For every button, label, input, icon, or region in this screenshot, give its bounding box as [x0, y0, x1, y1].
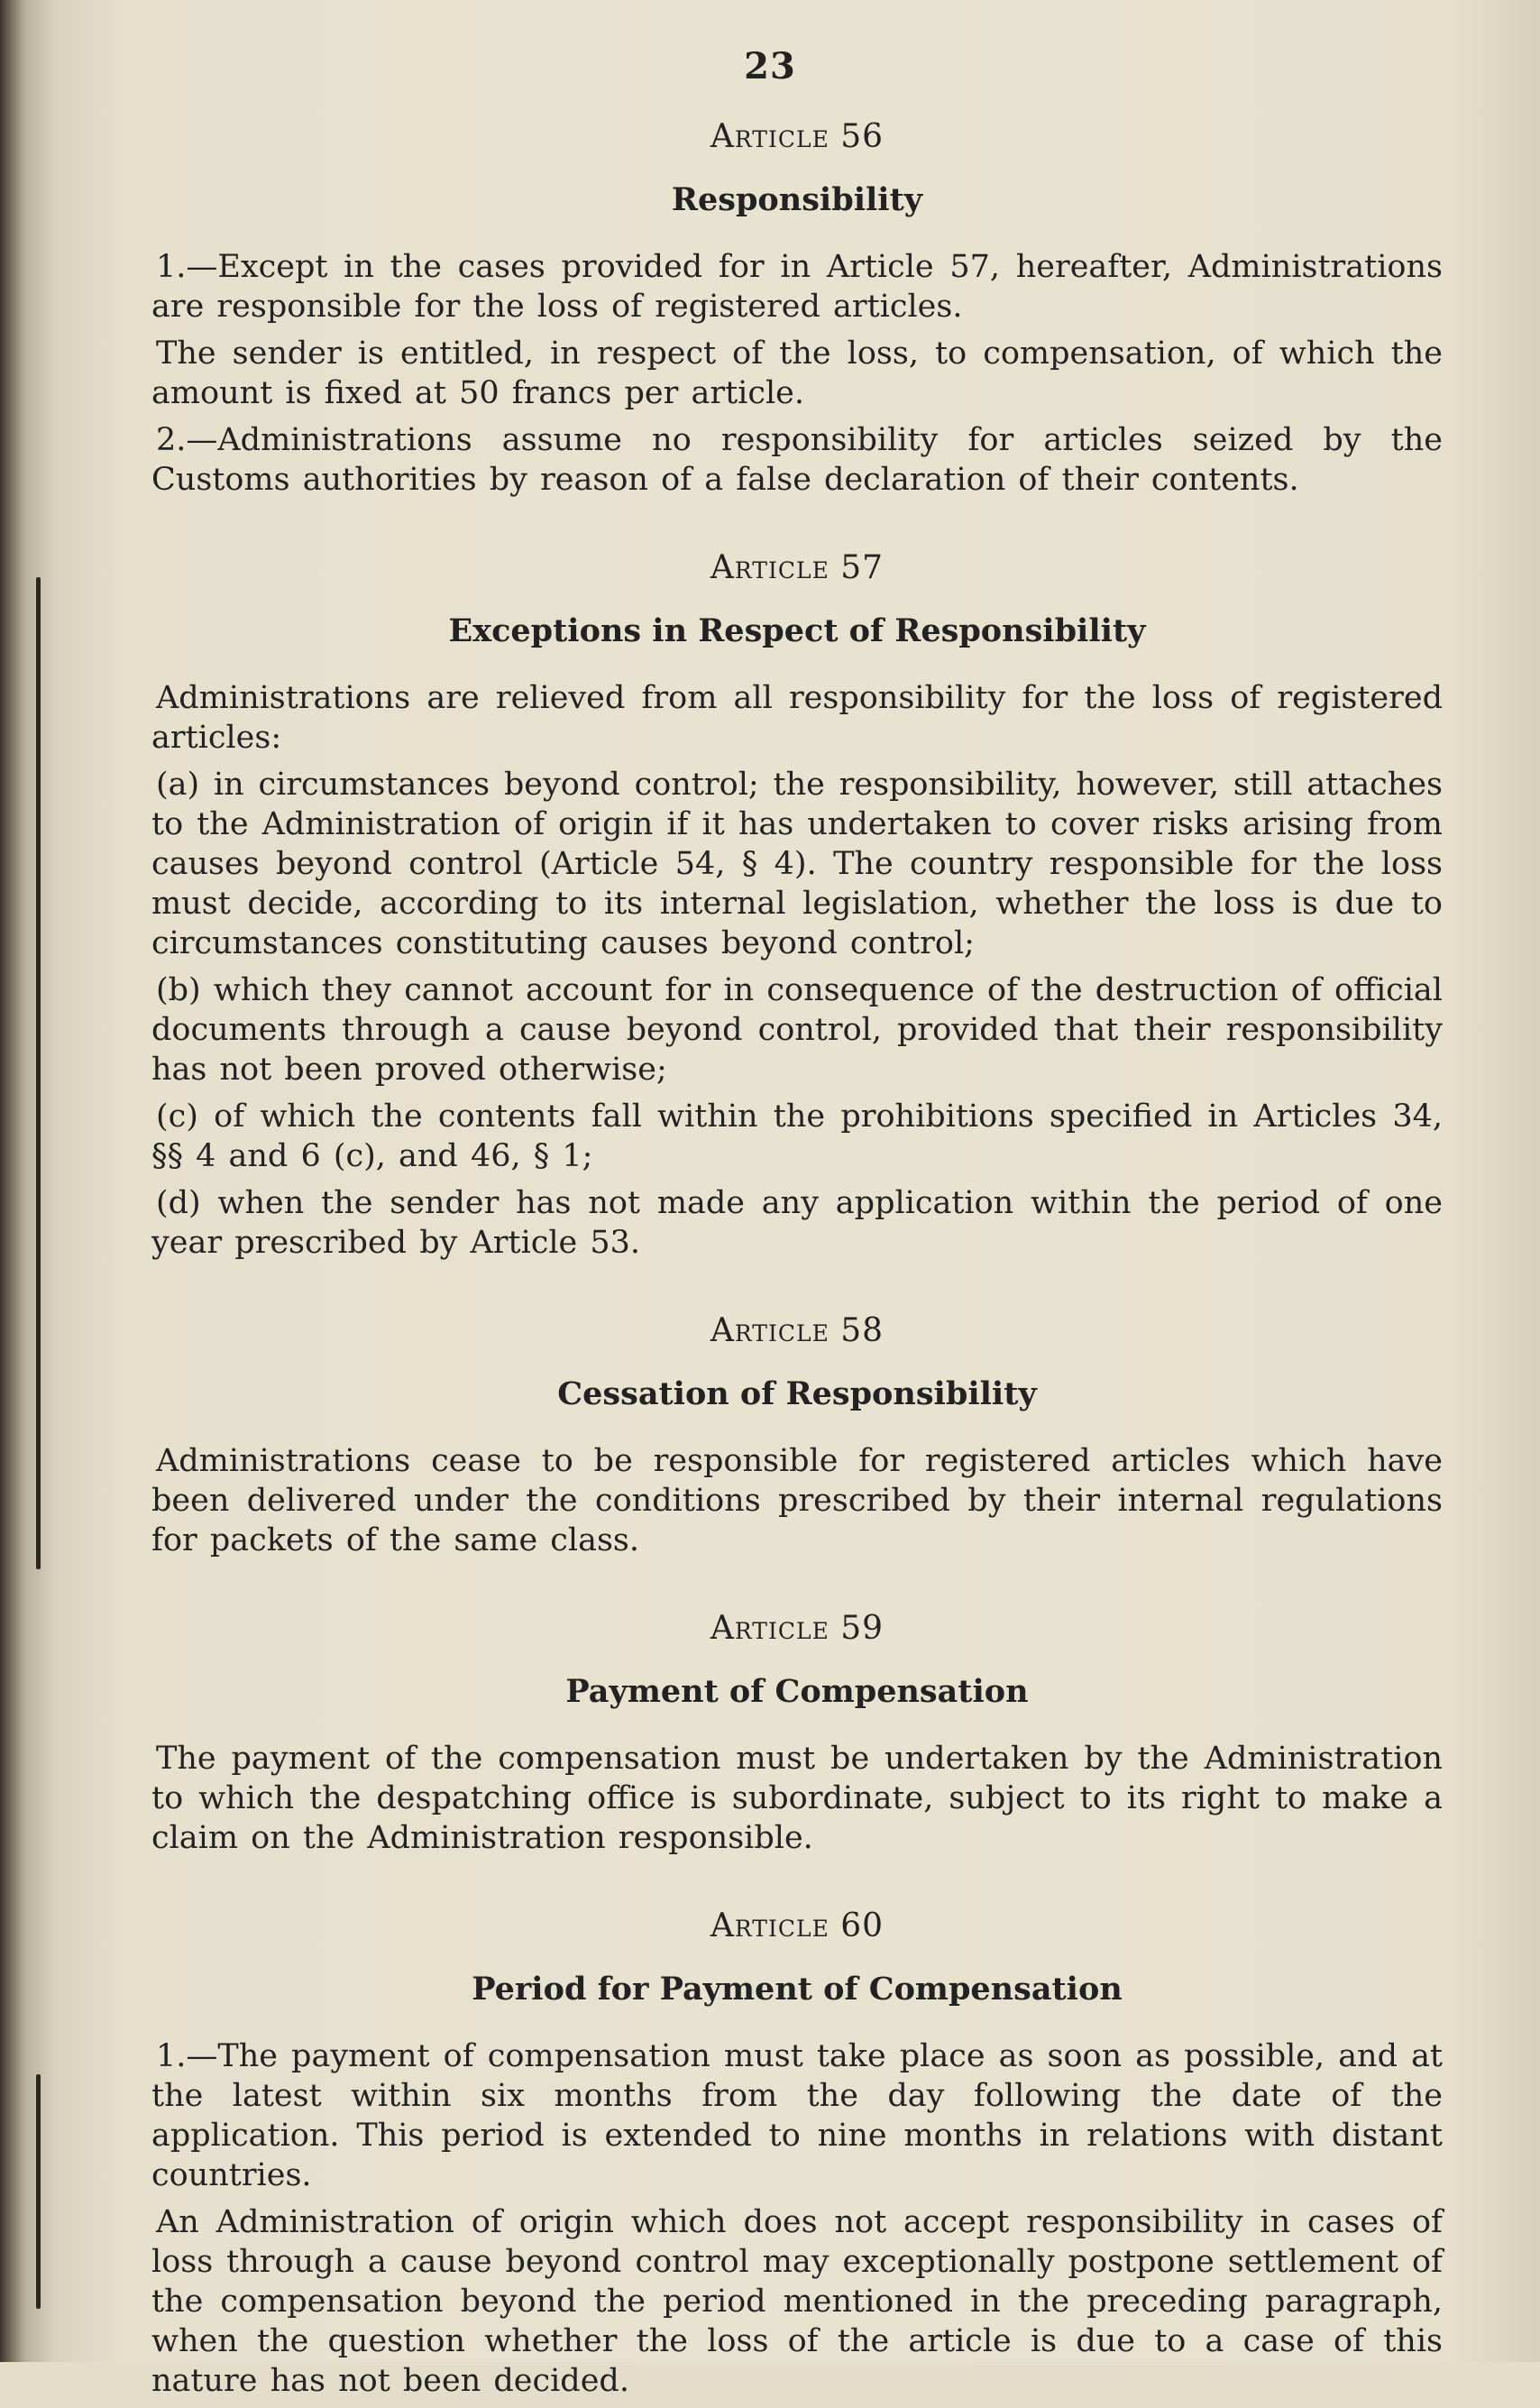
article-title: Cessation of Responsibility [557, 1375, 1037, 1412]
paragraph: The sender is entitled, in respect of the loss, to compensation, of which the amount is fixed at 50 francs per article. [151, 335, 1443, 411]
page-number: 23 [744, 45, 796, 87]
article-number: Article 56 [710, 118, 885, 155]
paragraph: Administrations cease to be responsible for registered articles which have been delivered under the conditions prescribed by their internal regulations for packets of the same class. [151, 1443, 1443, 1558]
article-number: Article 59 [710, 1610, 885, 1647]
article-number: Article 60 [710, 1907, 885, 1944]
paragraph: (a) in circumstances beyond control; the responsibility, however, still attaches to the Administration of origin if it has undertaken to cover risks arising from causes beyond control (Article 54, § 4). The country responsible for the loss must decide, according to its internal legislation, whether the loss is due to circumstances constituting causes beyond control; [151, 767, 1443, 961]
article-title: Exceptions in Respect of Responsibility [448, 612, 1146, 649]
article-title: Period for Payment of Compensation [472, 1971, 1123, 2008]
page-body [151, 117, 1443, 2408]
article-56 [151, 117, 1443, 500]
binding-edge-mark [36, 577, 41, 1569]
paragraph: Administrations are relieved from all responsibility for the loss of registered articles: [151, 680, 1443, 756]
paragraph: An Administration of origin which does not accept responsibility in cases of loss through a cause beyond control may exceptionally postpone settlement of the compensation beyond the period mentioned in the preceding paragraph, when the question whether the loss of the article is due to a case of this nature has not been decided. [151, 2204, 1443, 2399]
paragraph: 2.—Administrations assume no responsibility for articles seized by the Customs authorities by reason of a false declaration of their contents. [151, 422, 1443, 498]
paragraph: (b) which they cannot account for in consequence of the destruction of official documents through a cause beyond control, provided that their responsibility has not been proved otherwise; [151, 972, 1443, 1088]
paragraph: The payment of the compensation must be undertaken by the Administration to which the despatching office is subordinate, subject to its right to make a claim on the Administration responsible. [151, 1741, 1443, 1856]
article-58 [151, 1311, 1443, 1560]
paragraph: 1.—The payment of compensation must take place as soon as possible, and at the latest within six months from the day following the date of the application. This period is extended to nine months in relations with distant countries. [151, 2038, 1443, 2193]
article-title: Payment of Compensation [565, 1673, 1029, 1710]
paragraph: (c) of which the contents fall within the prohibitions specified in Articles 34, §§ 4 and 6 (c), and 46, § 1; [151, 1098, 1443, 1174]
article-60 [151, 1907, 1443, 2401]
article-number: Article 58 [710, 1312, 885, 1349]
article-title: Responsibility [671, 181, 923, 218]
binding-edge-mark [36, 2074, 41, 2309]
paragraph: (d) when the sender has not made any application within the period of one year prescribed by Article 53. [151, 1185, 1443, 1261]
paragraph: 1.—Except in the cases provided for in Article 57, hereafter, Administrations are responsible for the loss of registered articles. [151, 249, 1443, 325]
article-57 [151, 548, 1443, 1263]
article-number: Article 57 [710, 549, 885, 586]
article-59 [151, 1609, 1443, 1858]
